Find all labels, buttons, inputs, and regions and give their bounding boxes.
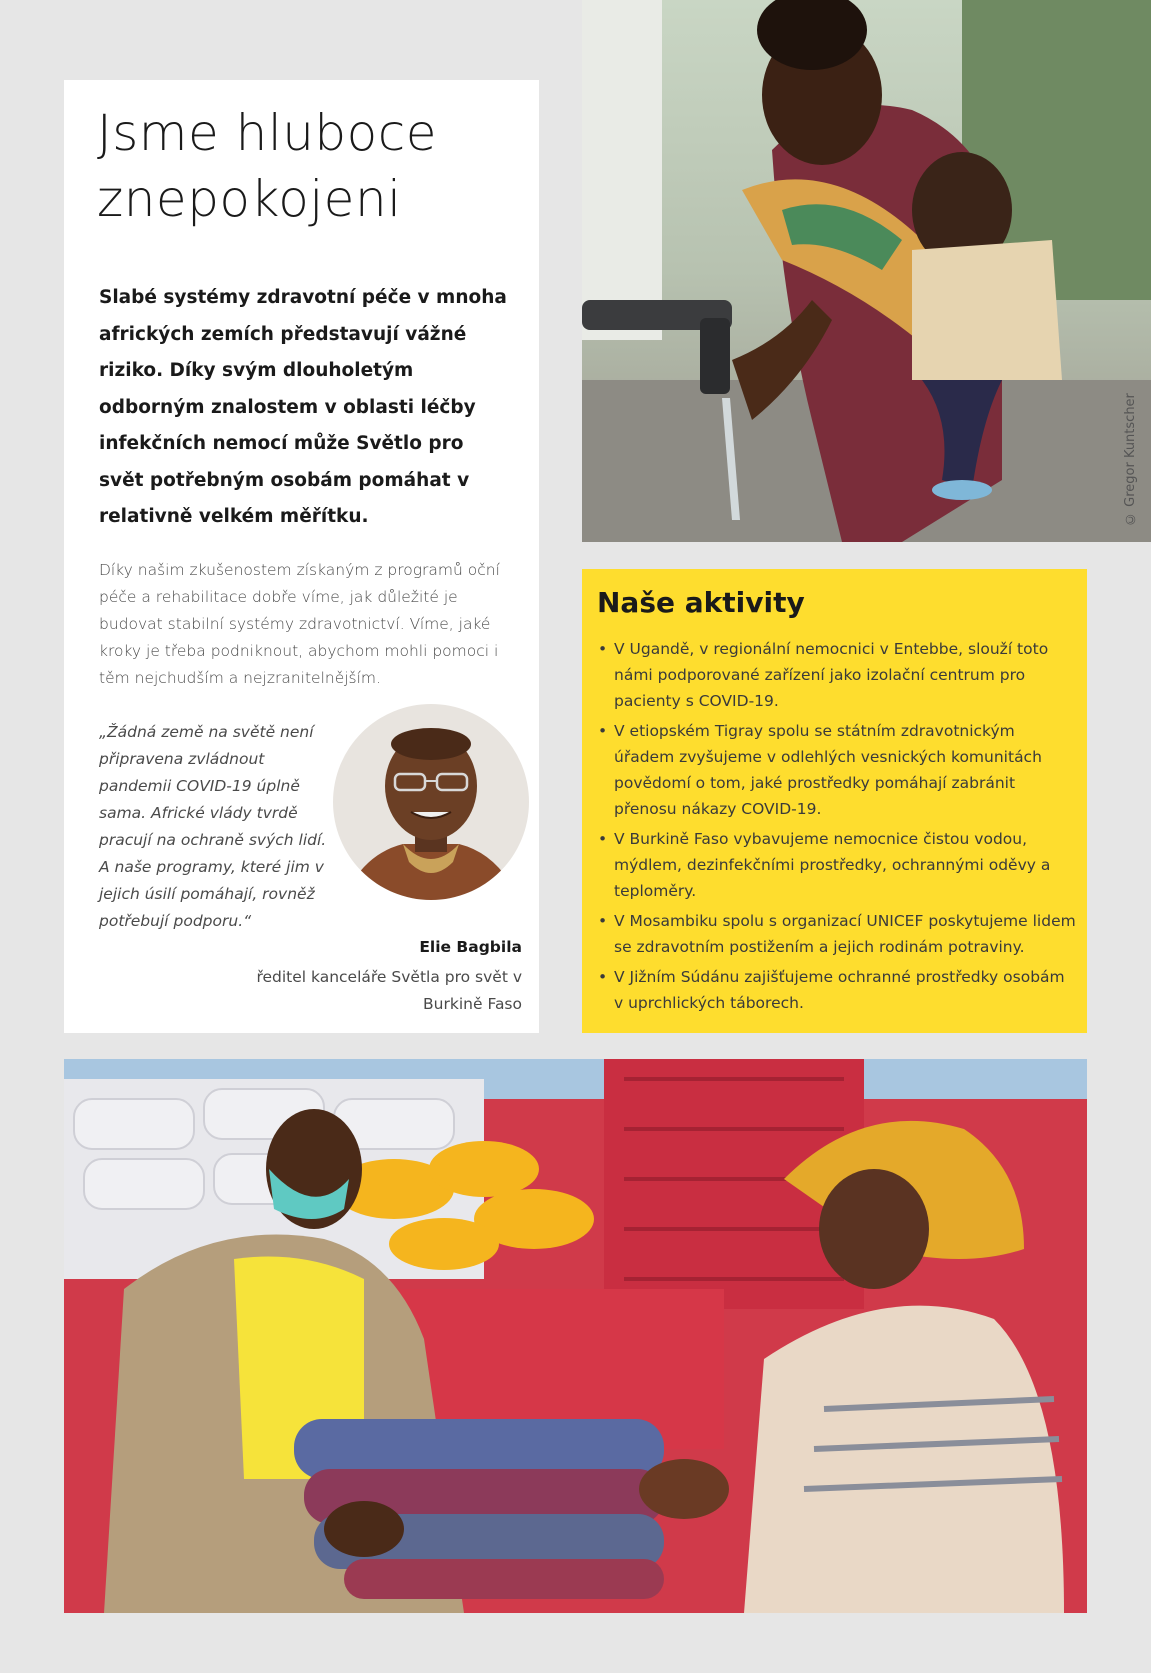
portrait-photo: [333, 704, 529, 900]
aid-distribution-photo: [64, 1059, 1087, 1613]
quote-text: „Žádná země na světě není připravena zvládnout pandemii COVID-19 úplně sama. Africké vlády tvrdě pracují na ochraně svých lidí. A naše programy, které jim v jejich úsilí pomáhají, rovněž potřebují podporu.“: [99, 723, 327, 930]
activity-item: • V etiopském Tigray spolu se státním zdravotnickým úřadem zvyšujeme v odlehlých vesnických komunitách povědomí o tom, jaké prostředky pomáhají zabránit přenosu nákazy COVID-19.: [598, 718, 1078, 822]
lead-paragraph: Slabé systémy zdravotní péče v mnoha afrických zemích představují vážné riziko. Díky svým dlouholetým odborným znalostem v oblasti léčby infekčních nemocí může Světlo pro svět potřebným osobám pomáhat v relativně velkém měřítku.: [99, 287, 507, 527]
activity-item: • V Ugandě, v regionální nemocnici v Entebbe, slouží toto námi podporované zařízení jako izolační centrum pro pacienty s COVID-19.: [598, 636, 1078, 714]
body-paragraph: Díky našim zkušenostem získaným z programů oční péče a rehabilitace dobře víme, jak důležité je budovat stabilní systémy zdravotnictví. Víme, jaké kroky je třeba podniknout, abychom mohli pomoci i těm nejchudším a nejzranitelnějším.: [99, 561, 500, 687]
quote-author-name: Elie Bagbila: [419, 938, 522, 956]
activity-item: • V Burkině Faso vybavujeme nemocnice čistou vodou, mýdlem, dezinfekčními prostředky, ochrannými oděvy a teploměry.: [598, 826, 1078, 904]
water-tap-photo: [582, 0, 1151, 542]
activities-list: [598, 636, 1078, 1020]
quote-author-role: ředitel kanceláře Světla pro svět v Burkině Faso: [256, 968, 522, 1013]
activity-item: • V Mosambiku spolu s organizací UNICEF poskytujeme lidem se zdravotním postižením a jejich rodinám potraviny.: [598, 908, 1078, 960]
photo-credit: © Gregor Kuntscher: [1123, 393, 1138, 526]
activity-item: • V Jižním Súdánu zajišťujeme ochranné prostředky osobám v uprchlických táborech.: [598, 964, 1078, 1016]
activities-title: Naše aktivity: [597, 586, 805, 619]
page-title: Jsme hluboce znepokojeni: [97, 104, 438, 228]
